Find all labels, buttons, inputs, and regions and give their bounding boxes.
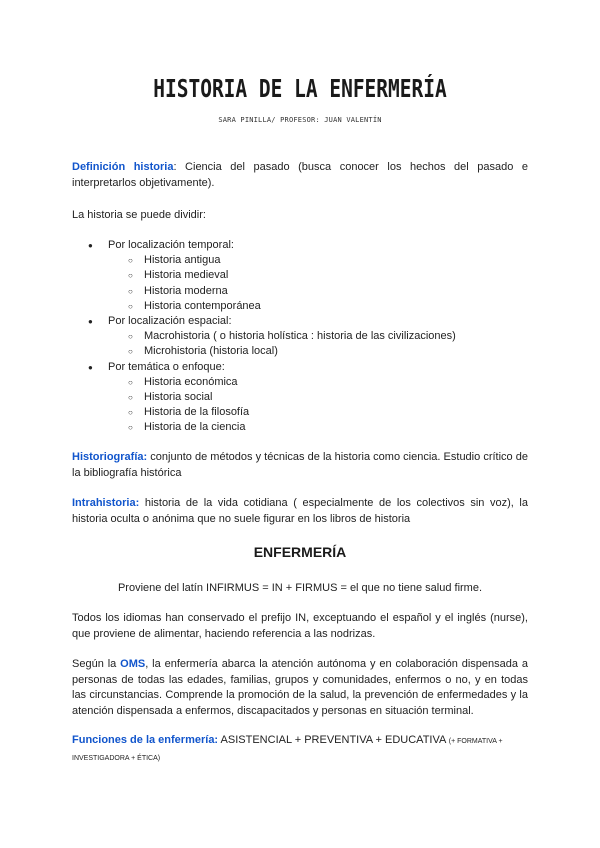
author-subtitle: SARA PINILLA/ PROFESOR: JUAN VALENTÍN [218, 116, 382, 124]
funciones-paragraph [72, 733, 528, 766]
historiografia-term: Historiografía: [72, 451, 148, 463]
list-item: ○ Historia antigua [108, 253, 528, 268]
sub-list [108, 253, 528, 314]
list-item [72, 360, 528, 436]
list-item: ○ Historia moderna [108, 284, 528, 299]
funciones-small: (+ FORMATIVA + INVESTIGADORA + ÉTICA) [72, 738, 503, 762]
division-list [72, 238, 528, 436]
historiografia-paragraph [72, 450, 528, 481]
list-item: ○ Historia de la filosofía [108, 405, 528, 420]
enfermeria-heading: ENFERMERÍA [253, 544, 347, 560]
division-label: Por temática o enfoque: [108, 360, 225, 373]
funciones-text: ASISTENCIAL + PREVENTIVA + EDUCATIVA [218, 734, 449, 746]
oms-pre: Según la [72, 658, 121, 670]
page-title: HISTORIA DE LA ENFERMERÍA [153, 74, 447, 103]
list-item: ○ Macrohistoria ( o historia holística : historia de las civilizaciones) [108, 329, 528, 344]
funciones-term: Funciones de la enfermería: [72, 734, 219, 746]
list-item: ○ Historia económica [108, 375, 528, 390]
sub-list [108, 375, 528, 436]
list-item: ○ Historia de la ciencia [108, 420, 528, 435]
list-item: ○ Microhistoria (historia local) [108, 344, 528, 359]
sub-list [108, 329, 528, 359]
list-item: ○ Historia social [108, 390, 528, 405]
intrahistoria-term: Intrahistoria: [72, 497, 140, 509]
division-intro: La historia se puede dividir: [72, 209, 206, 221]
definicion-paragraph [72, 160, 528, 191]
etimologia-paragraph: Proviene del latín INFIRMUS = IN + FIRMUS = el que no tiene salud firme. [117, 582, 483, 594]
oms-term: OMS [120, 658, 146, 670]
oms-paragraph [72, 657, 528, 719]
division-label: Por localización espacial: [108, 315, 232, 328]
list-item: ○ Historia contemporánea [108, 299, 528, 314]
list-item [72, 314, 528, 360]
intrahistoria-paragraph [72, 496, 528, 527]
idiomas-paragraph: Todos los idiomas han conservado el prefijo IN, exceptuando el español y el inglés (nurse), que proviene de alimentar, haciendo referencia a las nodrizas. [72, 612, 528, 640]
division-label: Por localización temporal: [108, 239, 234, 251]
historiografia-text: conjunto de métodos y técnicas de la historia como ciencia. Estudio crítico de la bibliografía histórica [72, 451, 528, 479]
definicion-term: Definición historia [72, 161, 174, 173]
definicion-text: : Ciencia del pasado (busca conocer los hechos del pasado e interpretarlos objetivamente). [72, 161, 528, 189]
intrahistoria-text: historia de la vida cotidiana ( especialmente de los colectivos sin voz), la historia oculta o anónima que no suele figurar en los libros de historia [72, 497, 528, 525]
oms-text: , la enfermería abarca la atención autónoma y en colaboración dispensada a personas de todas las edades, familias, grupos y comunidades, enfermos o no, y en todas las circunstancias. Comprende la promoción de la salud, la prevención de enfermedades y la atención dispensada a enfermos, discapacitados y personas en situación terminal. [72, 658, 528, 717]
list-item [72, 238, 528, 314]
division-list-container [72, 238, 528, 436]
list-item: ○ Historia medieval [108, 268, 528, 283]
